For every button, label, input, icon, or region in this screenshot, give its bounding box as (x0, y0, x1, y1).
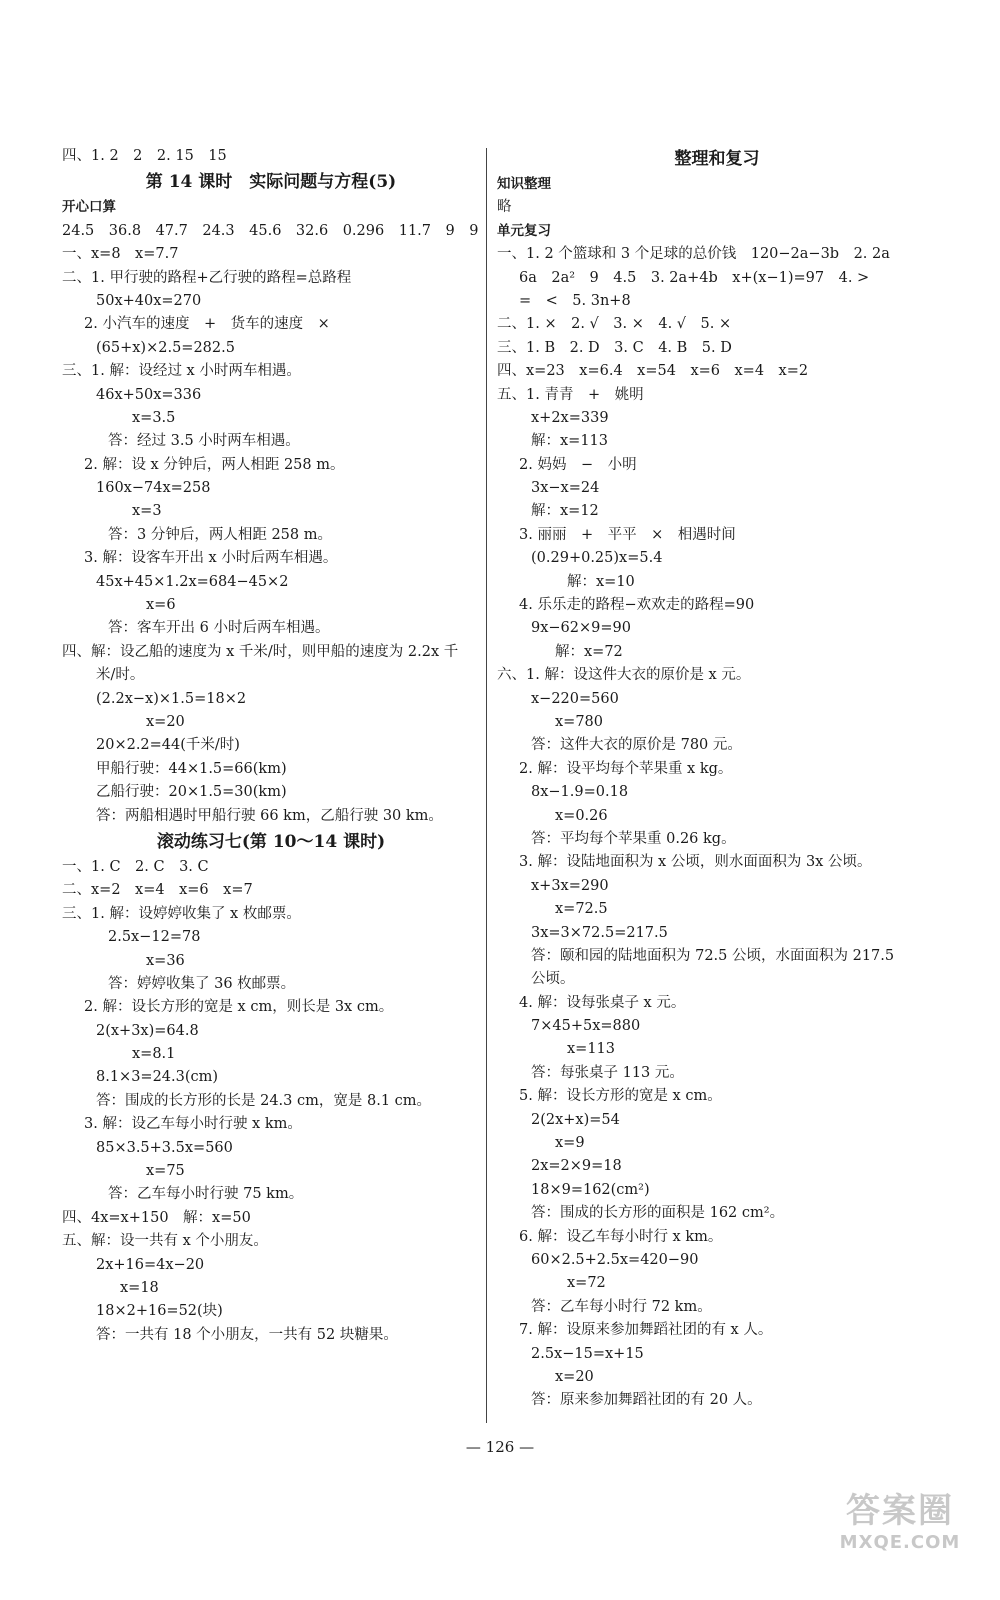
answer-line: 五、1. 青青 + 姚明 (497, 386, 644, 403)
section-heading: 滚动练习七(第 10～14 课时) (156, 831, 386, 852)
answer-line: 5. 解：设长方形的宽是 x cm。 (519, 1088, 722, 1105)
answer-line: 一、x=8 x=7.7 (62, 246, 179, 263)
answer-line: 4. 解：设每张桌子 x 元。 (519, 994, 686, 1011)
answer-line: 开心口算 (62, 199, 116, 216)
page-number: — 126 — (465, 1438, 535, 1456)
answer-line: 2. 小汽车的速度 + 货车的速度 × (84, 316, 330, 333)
watermark-logo (830, 1490, 970, 1570)
answer-line: 45x+45×1.2x=684−45×2 (96, 573, 289, 590)
answer-line: 解：x=10 (567, 573, 635, 590)
answer-line: 四、4x=x+150 解：x=50 (62, 1209, 251, 1226)
answer-line: x=72 (567, 1275, 606, 1292)
answer-line: x=36 (146, 952, 185, 969)
answer-line: 四、解：设乙船的速度为 x 千米/时，则甲船的速度为 2.2x 千 (62, 643, 459, 660)
answer-line: 答：经过 3.5 小时两车相遇。 (108, 433, 300, 450)
answer-line: 三、1. 解：设婷婷收集了 x 枚邮票。 (62, 905, 301, 922)
answer-line: 46x+50x=336 (96, 386, 202, 403)
answer-line: x=20 (146, 713, 185, 730)
answer-line: 2(x+3x)=64.8 (96, 1022, 199, 1039)
answer-line: 2. 解：设长方形的宽是 x cm，则长是 3x cm。 (84, 999, 394, 1016)
answer-line: 一、1. C 2. C 3. C (62, 858, 209, 875)
answer-line: 米/时。 (96, 667, 145, 684)
answer-line: 3. 丽丽 + 平平 × 相遇时间 (519, 526, 736, 543)
answer-line: = < 5. 3n+8 (519, 292, 631, 309)
answer-line: x=780 (555, 713, 604, 730)
answer-line: 2. 妈妈 − 小明 (519, 456, 637, 473)
answer-line: x−220=560 (531, 690, 619, 707)
answer-line: 答：每张桌子 113 元。 (531, 1064, 684, 1081)
answer-line: (65+x)×2.5=282.5 (96, 339, 235, 356)
answer-line: 答：一共有 18 个小朋友，一共有 52 块糖果。 (96, 1326, 398, 1343)
answer-line: 20×2.2=44(千米/时) (96, 737, 240, 754)
answer-line: 二、x=2 x=4 x=6 x=7 (62, 882, 253, 899)
answer-line: x=72.5 (555, 901, 608, 918)
answer-line: 一、1. 2 个篮球和 3 个足球的总价钱 120−2a−3b 2. 2a (497, 246, 890, 263)
answer-line: 2.5x−15=x+15 (531, 1345, 644, 1362)
answer-line: x=3.5 (132, 409, 176, 426)
answer-line: 解：x=72 (555, 643, 623, 660)
answer-line: 7. 解：设原来参加舞蹈社团的有 x 人。 (519, 1322, 773, 1339)
answer-line: 24.5 36.8 47.7 24.3 45.6 32.6 0.296 11.7 9 9 (62, 222, 479, 239)
answer-line: 略 (497, 199, 512, 216)
answer-line: 六、1. 解：设这件大衣的原价是 x 元。 (497, 667, 751, 684)
right-column (497, 145, 937, 1413)
answer-line: 18×2+16=52(块) (96, 1303, 223, 1320)
answer-line: 6a 2a² 9 4.5 3. 2a+4b x+(x−1)=97 4. > (519, 269, 870, 286)
answer-line: 3x=3×72.5=217.5 (531, 924, 668, 941)
answer-line: 6. 解：设乙车每小时行 x km。 (519, 1228, 723, 1245)
answer-line: 答：3 分钟后，两人相距 258 m。 (108, 526, 332, 543)
answer-line: 2x=2×9=18 (531, 1158, 622, 1175)
answer-line: 乙船行驶：20×1.5=30(km) (96, 784, 287, 801)
answer-line: 答：两船相遇时甲船行驶 66 km，乙船行驶 30 km。 (96, 807, 443, 824)
answer-line: x=18 (120, 1279, 159, 1296)
answer-line: 答：颐和园的陆地面积为 72.5 公顷，水面面积为 217.5 (531, 947, 895, 964)
answer-line: x=75 (146, 1163, 185, 1180)
answer-line: (2.2x−x)×1.5=18×2 (96, 690, 247, 707)
answer-line: 60×2.5+2.5x=420−90 (531, 1251, 699, 1268)
answer-line: 答：乙车每小时行驶 75 km。 (108, 1186, 304, 1203)
answer-line: 甲船行驶：44×1.5=66(km) (96, 760, 287, 777)
answer-line: 解：x=113 (531, 433, 609, 450)
answer-line: x=9 (555, 1135, 585, 1152)
answer-line: 2. 解：设 x 分钟后，两人相距 258 m。 (84, 456, 345, 473)
answer-line: x+3x=290 (531, 877, 609, 894)
answer-line: 2.5x−12=78 (108, 929, 201, 946)
answer-line: 2x+16=4x−20 (96, 1256, 205, 1273)
answer-line: 8x−1.9=0.18 (531, 784, 629, 801)
answer-line: 160x−74x=258 (96, 480, 211, 497)
answer-line: 2. 解：设平均每个苹果重 x kg。 (519, 760, 733, 777)
answer-line: 答：客车开出 6 小时后两车相遇。 (108, 620, 330, 637)
answer-line: x=8.1 (132, 1046, 176, 1063)
answer-line: x+2x=339 (531, 409, 609, 426)
answer-line: 答：围成的长方形的长是 24.3 cm，宽是 8.1 cm。 (96, 1092, 432, 1109)
answer-line: 9x−62×9=90 (531, 620, 631, 637)
answer-line: 二、1. × 2. √ 3. × 4. √ 5. × (497, 316, 732, 333)
answer-line: 3. 解：设陆地面积为 x 公顷，则水面面积为 3x 公顷。 (519, 854, 872, 871)
answer-line: 8.1×3=24.3(cm) (96, 1069, 219, 1086)
answer-line: 3. 解：设乙车每小时行驶 x km。 (84, 1116, 302, 1133)
answer-line: 3. 解：设客车开出 x 小时后两车相遇。 (84, 550, 338, 567)
answer-line: x=0.26 (555, 807, 608, 824)
answer-line: 2(2x+x)=54 (531, 1111, 620, 1128)
answer-line: 单元复习 (497, 222, 551, 239)
answer-line: 18×9=162(cm²) (531, 1181, 650, 1198)
column-divider (486, 148, 487, 1423)
answer-line: 五、解：设一共有 x 个小朋友。 (62, 1233, 268, 1250)
answer-line: 答：婷婷收集了 36 枚邮票。 (108, 975, 296, 992)
answer-line: 答：这件大衣的原价是 780 元。 (531, 737, 742, 754)
left-column (62, 145, 480, 1347)
answer-line: 四、x=23 x=6.4 x=54 x=6 x=4 x=2 (497, 363, 809, 380)
answer-line: 3x−x=24 (531, 480, 600, 497)
answer-line: 答：平均每个苹果重 0.26 kg。 (531, 830, 736, 847)
answer-line: x=6 (146, 597, 176, 614)
answer-line: 答：乙车每小时行 72 km。 (531, 1298, 712, 1315)
answer-line: 50x+40x=270 (96, 292, 202, 309)
answer-line: (0.29+0.25)x=5.4 (531, 550, 663, 567)
section-heading: 第 14 课时 实际问题与方程(5) (145, 172, 397, 193)
answer-line: 解：x=12 (531, 503, 599, 520)
answer-line: 答：原来参加舞蹈社团的有 20 人。 (531, 1392, 762, 1409)
answer-line: 85×3.5+3.5x=560 (96, 1139, 233, 1156)
answer-line: 知识整理 (497, 176, 551, 192)
answer-line: 三、1. B 2. D 3. C 4. B 5. D (497, 339, 732, 356)
answer-line: 三、1. 解：设经过 x 小时两车相遇。 (62, 363, 301, 380)
answer-line: x=113 (567, 1041, 616, 1058)
section-heading: 整理和复习 (674, 149, 760, 169)
watermark-text: 答案圈 (846, 1491, 954, 1531)
answer-line: 公顷。 (531, 971, 575, 988)
answer-line: 4. 乐乐走的路程−欢欢走的路程=90 (519, 597, 755, 614)
answer-line: 四、1. 2 2 2. 15 15 (62, 148, 227, 164)
answer-line: x=20 (555, 1368, 594, 1385)
answer-line: 二、1. 甲行驶的路程+乙行驶的路程=总路程 (62, 269, 352, 286)
watermark-url: MXQE.COM (839, 1532, 961, 1553)
answer-line: x=3 (132, 503, 162, 520)
answer-line: 7×45+5x=880 (531, 1018, 641, 1035)
answer-line: 答：围成的长方形的面积是 162 cm²。 (531, 1205, 785, 1222)
